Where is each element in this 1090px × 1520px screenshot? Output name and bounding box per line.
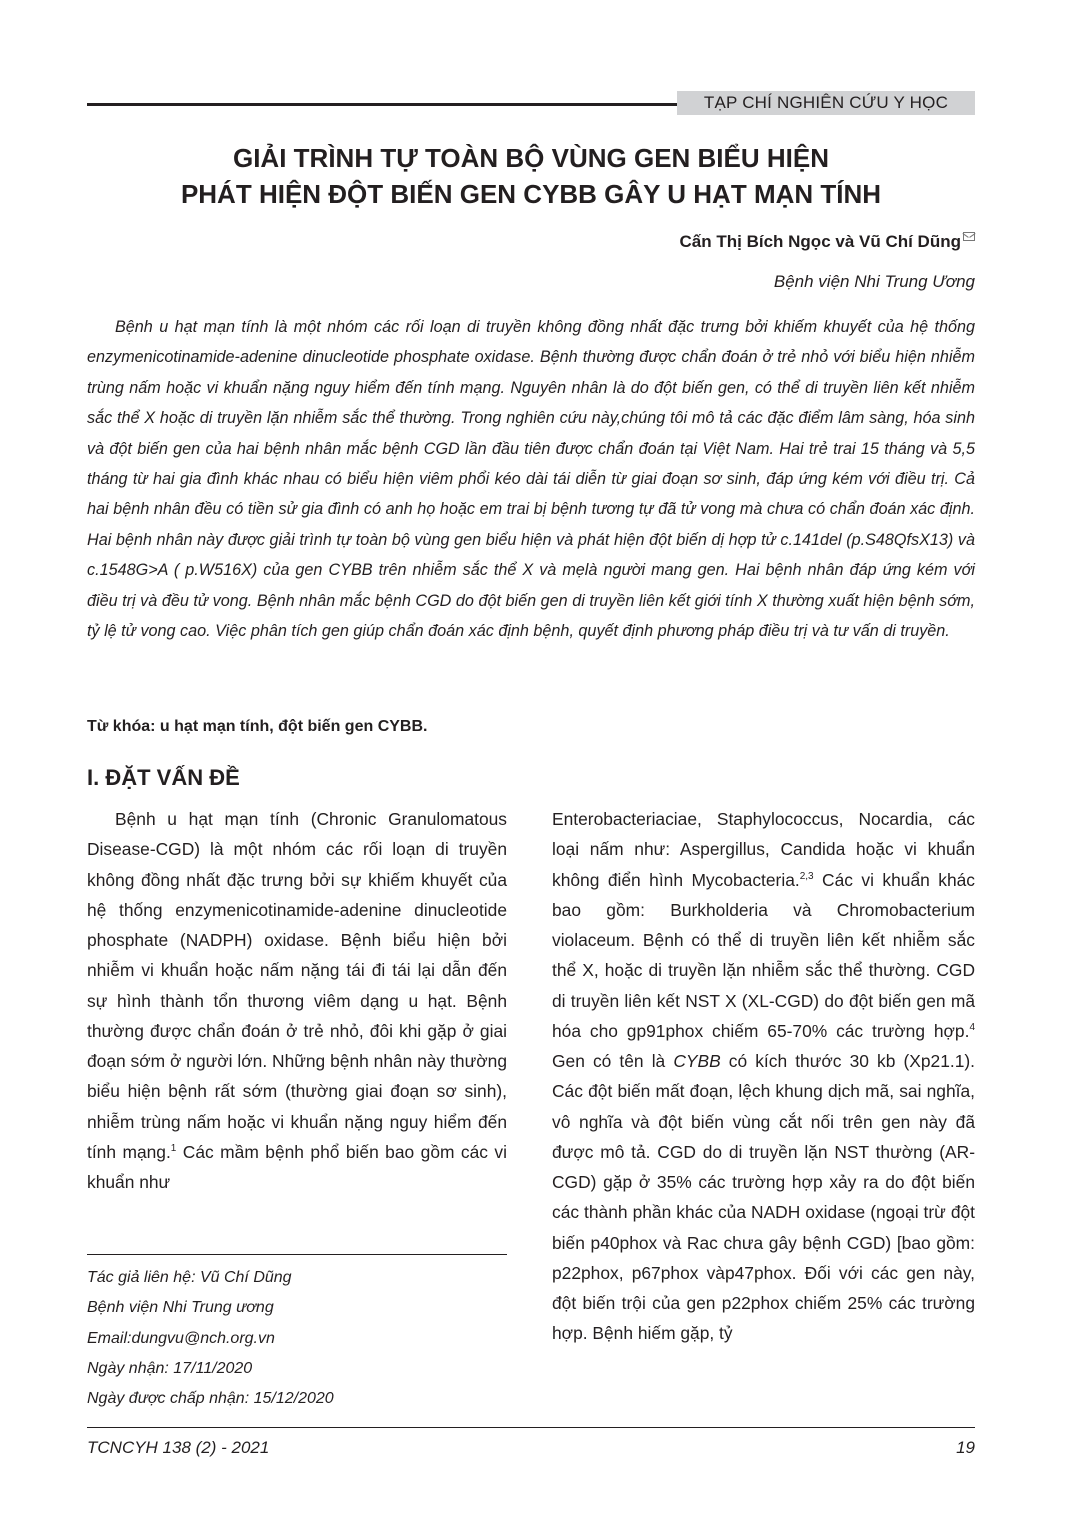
page-number: 19 <box>956 1438 975 1457</box>
footnote-email: Email:dungvu@nch.org.vn <box>87 1329 275 1347</box>
authors: Cấn Thị Bích Ngọc và Vũ Chí Dũng <box>679 232 961 251</box>
footnote-contact: Tác giả liên hệ: Vũ Chí Dũng <box>87 1269 292 1286</box>
footnote-accepted: Ngày được chấp nhận: 15/12/2020 <box>87 1390 334 1408</box>
left-paragraph-end: Các mầm bệnh phổ biến bao gồm các vi khuẩn như <box>87 1141 507 1192</box>
right-text-1: Enterobacteriaciae, Staphylococcus, Nocardia, các loại nấm như: Aspergillus, Candida hoặc vi khuẩn không điển hình Mycobacteria. <box>552 809 975 890</box>
header-rule <box>87 103 677 106</box>
article-title <box>87 140 975 212</box>
footnote-hospital: Bệnh viện Nhi Trung ương <box>87 1299 274 1317</box>
right-text-3: Gen có tên là <box>552 1051 674 1071</box>
footnotes <box>87 1263 507 1414</box>
right-text-2: Các vi khuẩn khác bao gồm: Burkholderia và Chromobacterium violaceum. Bệnh có thể di truyền liên kết nhiễm sắc thể X, hoặc di truyền lặn nhiễm sắc thể thường. CGD di truyền liên kết NST X (XL-CGD) do đột biến gen mã hóa cho gp91phox chiếm 65-70% các trường hợp. <box>552 869 975 1041</box>
abstract: Bệnh u hạt mạn tính là một nhóm các rối loạn di truyền không đồng nhất đặc trưng bởi khiếm khuyết của hệ thống enzymenicotinamide-adenine dinucleotide phosphate oxidase. Bệnh thường được chẩn đoán ở trẻ nhỏ với biểu hiện nhiễm trùng nấm hoặc vi khuẩn nặng nguy hiểm đến tính mạng. Nguyên nhân là do đột biến gen, có thể di truyền liên kết nhiễm sắc thể X hoặc di truyền lặn nhiễm sắc thể thường. Trong nghiên cứu này,chúng tôi mô tả các đặc điểm lâm sàng, hóa sinh và đột biến gen của hai bệnh nhân mắc bệnh CGD lần đầu tiên được chẩn đoán tại Việt Nam. Hai trẻ trai 15 tháng và 5,5 tháng từ hai gia đình khác nhau có biểu hiện viêm phổi kéo dài tái diễn từ giai đoạn sơ sinh, đáp ứng kém với điều trị. Cả hai bệnh nhân đều có tiền sử gia đình có anh họ hoặc em trai bị bệnh tương tự đã tử vong mà chưa có chẩn đoán xác định. Hai bệnh nhân này được giải trình tự toàn bộ vùng gen biểu hiện và phát hiện đột biến dị hợp tử c.141del (p.S48QfsX13) và c.1548G>A ( p.W516X) của gen CYBB trên nhiễm sắc thể X và mẹlà người mang gen. Hai bệnh nhân đáp ứng kém với điều trị và đều tử vong. Bệnh nhân mắc bệnh CGD do đột biến gen di truyền liên kết giới tính X thường xuất hiện bệnh sớm, tỷ lệ tử vong cao. Việc phân tích gen giúp chẩn đoán xác định bệnh, quyết định phương pháp điều trị và tư vấn di truyền. <box>87 318 975 641</box>
right-text-4: có kích thước 30 kb (Xp21.1). Các đột biến mất đoạn, lệch khung dịch mã, sai nghĩa, vô nghĩa và đột biến vùng cắt nối trên gen này đã được mô tả. CGD do di truyền lặn NST thường (AR-CGD) gặp ở 35% các trường hợp xảy ra do đột biến các thành phần khác của NADH oxidase (ngoại trừ đột biến p40phox và Rac chưa gây bệnh CGD) [bao gồm: p22phox, p67phox vàp47phox. Đối với các gen này, đột biến trội của gen p22phox chiếm 25% các trường hợp. Bệnh hiếm gặp, tỷ <box>552 1051 975 1344</box>
left-paragraph: Bệnh u hạt mạn tính (Chronic Granulomatous Disease-CGD) là một nhóm các rối loạn di truyền không đồng nhất đặc trưng bởi sự khiếm khuyết của hệ thống enzymenicotinamide-adenine dinucleotide phosphate (NADPH) oxidase. Bệnh biểu hiện bởi nhiễm vi khuẩn hoặc nấm nặng tái đi tái lại dẫn đến sự hình thành tổn thương viêm dạng u hạt. Bệnh thường được chẩn đoán ở trẻ nhỏ, đôi khi gặp ở giai đoạn sớm ở người lớn. Những bệnh nhân này thường biểu hiện bệnh rất sớm (thường giai đoạn sơ sinh), nhiễm trùng nấm hoặc vi khuẩn nặng nguy hiểm đến tính mạng. <box>87 809 507 1162</box>
author-line <box>680 232 975 252</box>
reference-marker: 2,3 <box>799 870 814 882</box>
title-line-1: GIẢI TRÌNH TỰ TOÀN BỘ VÙNG GEN BIỂU HIỆN <box>232 143 829 173</box>
section-heading: I. ĐẶT VẤN ĐỀ <box>87 765 240 790</box>
body-column-right <box>552 804 975 1349</box>
body-column-left <box>87 804 507 1197</box>
gene-name: CYBB <box>673 1051 721 1071</box>
reference-marker: 4 <box>969 1021 975 1033</box>
journal-name: TẠP CHÍ NGHIÊN CỨU Y HỌC <box>677 91 975 115</box>
footer-rule <box>87 1427 975 1428</box>
footer-citation: TCNCYH 138 (2) - 2021 <box>87 1438 270 1457</box>
footnote-received: Ngày nhận: 17/11/2020 <box>87 1359 253 1377</box>
title-line-2: PHÁT HIỆN ĐỘT BIẾN GEN CYBB GÂY U HẠT MẠN TÍNH <box>180 179 882 209</box>
reference-marker: 1 <box>170 1142 177 1154</box>
envelope-icon <box>963 232 975 241</box>
footnote-rule <box>87 1254 507 1255</box>
affiliation: Bệnh viện Nhi Trung Ương <box>773 272 975 291</box>
keywords: Từ khóa: u hạt mạn tính, đột biến gen CYBB. <box>87 718 428 735</box>
